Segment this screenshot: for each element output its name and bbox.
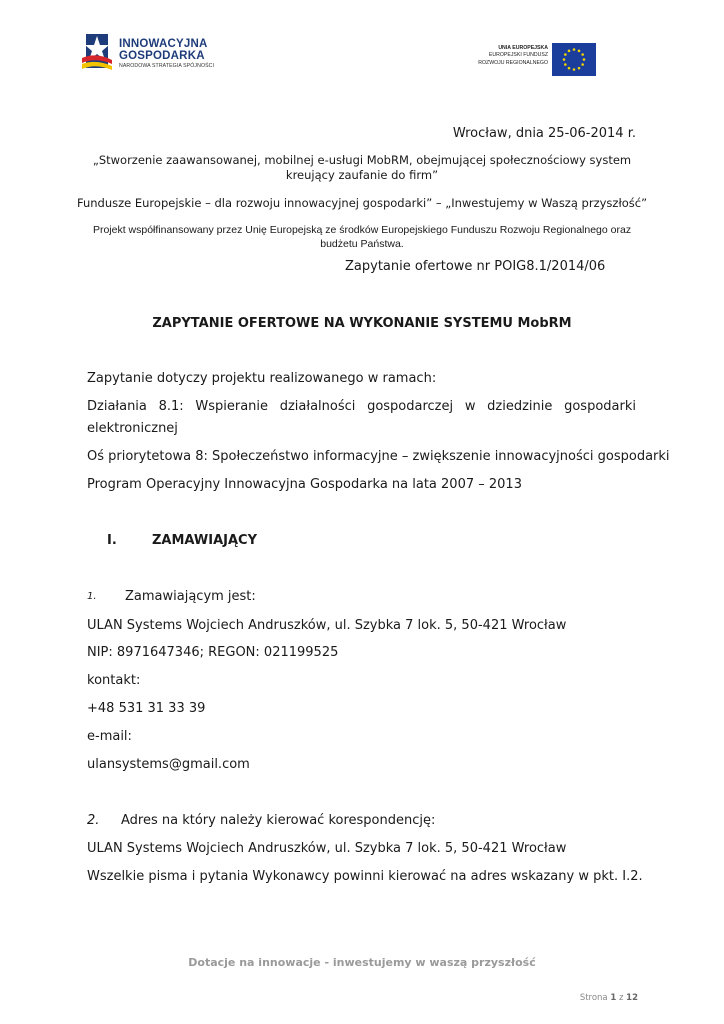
item2-number: 2. bbox=[87, 813, 100, 828]
eu-star-icon bbox=[583, 58, 586, 61]
cofinancing-line1: Projekt współfinansowany przez Unię Europejską ze środków Europejskiego Funduszu Rozwoju Regionalnego oraz bbox=[92, 224, 632, 236]
eu-star-icon bbox=[573, 68, 576, 71]
eu-star-icon bbox=[568, 67, 571, 70]
action-line-a: Działania 8.1: Wspieranie działalności gospodarczej w dziedzinie gospodarki bbox=[87, 399, 636, 414]
email-address: ulansystems@gmail.com bbox=[87, 757, 250, 772]
ig-logo-line2: GOSPODARKA bbox=[119, 50, 205, 62]
inquiry-number: Zapytanie ofertowe nr POIG8.1/2014/06 bbox=[345, 259, 606, 274]
cofinancing-line2: budżetu Państwa. bbox=[320, 238, 404, 250]
intro-line: Zapytanie dotyczy projektu realizowanego w ramach: bbox=[87, 371, 437, 386]
eu-star-icon bbox=[568, 50, 571, 53]
eu-logo bbox=[470, 43, 598, 77]
eu-logo-line3: ROZWOJU REGIONALNEGO bbox=[478, 59, 548, 66]
place-date: Wrocław, dnia 25-06-2014 r. bbox=[452, 126, 636, 141]
ig-logo-line1: INNOWACYJNA bbox=[119, 38, 208, 50]
eu-star-icon bbox=[564, 53, 567, 56]
project-title-line2: kreujący zaufanie do firm” bbox=[285, 168, 439, 182]
document-title: ZAPYTANIE OFERTOWE NA WYKONANIE SYSTEMU MobRM bbox=[152, 316, 572, 331]
correspondence-address: ULAN Systems Wojciech Andruszków, ul. Szybka 7 lok. 5, 50-421 Wrocław bbox=[87, 841, 567, 856]
page-current: 1 bbox=[610, 993, 617, 1003]
eu-star-icon bbox=[581, 63, 584, 66]
phone-number: +48 531 31 33 39 bbox=[87, 701, 206, 716]
eu-flag-icon bbox=[552, 43, 596, 76]
correspondence-note: Wszelkie pisma i pytania Wykonawcy powinni kierować na adres wskazany w pkt. I.2. bbox=[87, 869, 643, 884]
action-line-b: elektronicznej bbox=[87, 421, 178, 436]
footer-tagline: Dotacje na innowacje - inwestujemy w waszą przyszłość bbox=[188, 956, 536, 969]
eu-logo-line1: UNIA EUROPEJSKA bbox=[498, 45, 548, 51]
ig-logo-line3: NARODOWA STRATEGIA SPÓJNOŚCI bbox=[119, 63, 215, 69]
eu-star-icon bbox=[564, 63, 567, 66]
ig-star-icon bbox=[82, 30, 112, 72]
priority-axis: Oś priorytetowa 8: Społeczeństwo informacyjne – zwiększenie innowacyjności gospodarki bbox=[87, 449, 670, 464]
innowacyjna-gospodarka-logo bbox=[82, 30, 232, 74]
company-ids: NIP: 8971647346; REGON: 021199525 bbox=[87, 645, 339, 660]
eu-star-icon bbox=[578, 50, 581, 53]
eu-star-icon bbox=[578, 67, 581, 70]
contact-label: kontakt: bbox=[87, 673, 141, 688]
email-label: e-mail: bbox=[87, 729, 132, 744]
eu-star-icon bbox=[581, 53, 584, 56]
eu-logo-text bbox=[478, 45, 548, 67]
item2-label: Adres na który należy kierować korespondencję: bbox=[121, 813, 436, 828]
eu-logo-line2: EUROPEJSKI FUNDUSZ bbox=[488, 52, 548, 59]
slogan: Fundusze Europejskie – dla rozwoju innowacyjnej gospodarki” – „Inwestujemy w Waszą przyszłość” bbox=[76, 196, 648, 210]
project-title-line1: „Stworzenie zaawansowanej, mobilnej e-usługi MobRM, obejmującej społecznościowy system bbox=[92, 153, 632, 167]
section-title: ZAMAWIAJĄCY bbox=[152, 533, 257, 548]
item1-number: 1. bbox=[87, 591, 97, 602]
page-number bbox=[580, 993, 638, 1003]
eu-star-icon bbox=[563, 58, 566, 61]
page-total: 12 bbox=[626, 993, 638, 1003]
program-name: Program Operacyjny Innowacyjna Gospodarka na lata 2007 – 2013 bbox=[87, 477, 522, 492]
company-address: ULAN Systems Wojciech Andruszków, ul. Szybka 7 lok. 5, 50-421 Wrocław bbox=[87, 618, 567, 633]
page-separator: z bbox=[618, 993, 624, 1003]
section-number: I. bbox=[107, 533, 117, 548]
item1-label: Zamawiającym jest: bbox=[125, 589, 256, 604]
eu-star-icon bbox=[573, 48, 576, 51]
page-prefix: Strona bbox=[579, 993, 608, 1003]
